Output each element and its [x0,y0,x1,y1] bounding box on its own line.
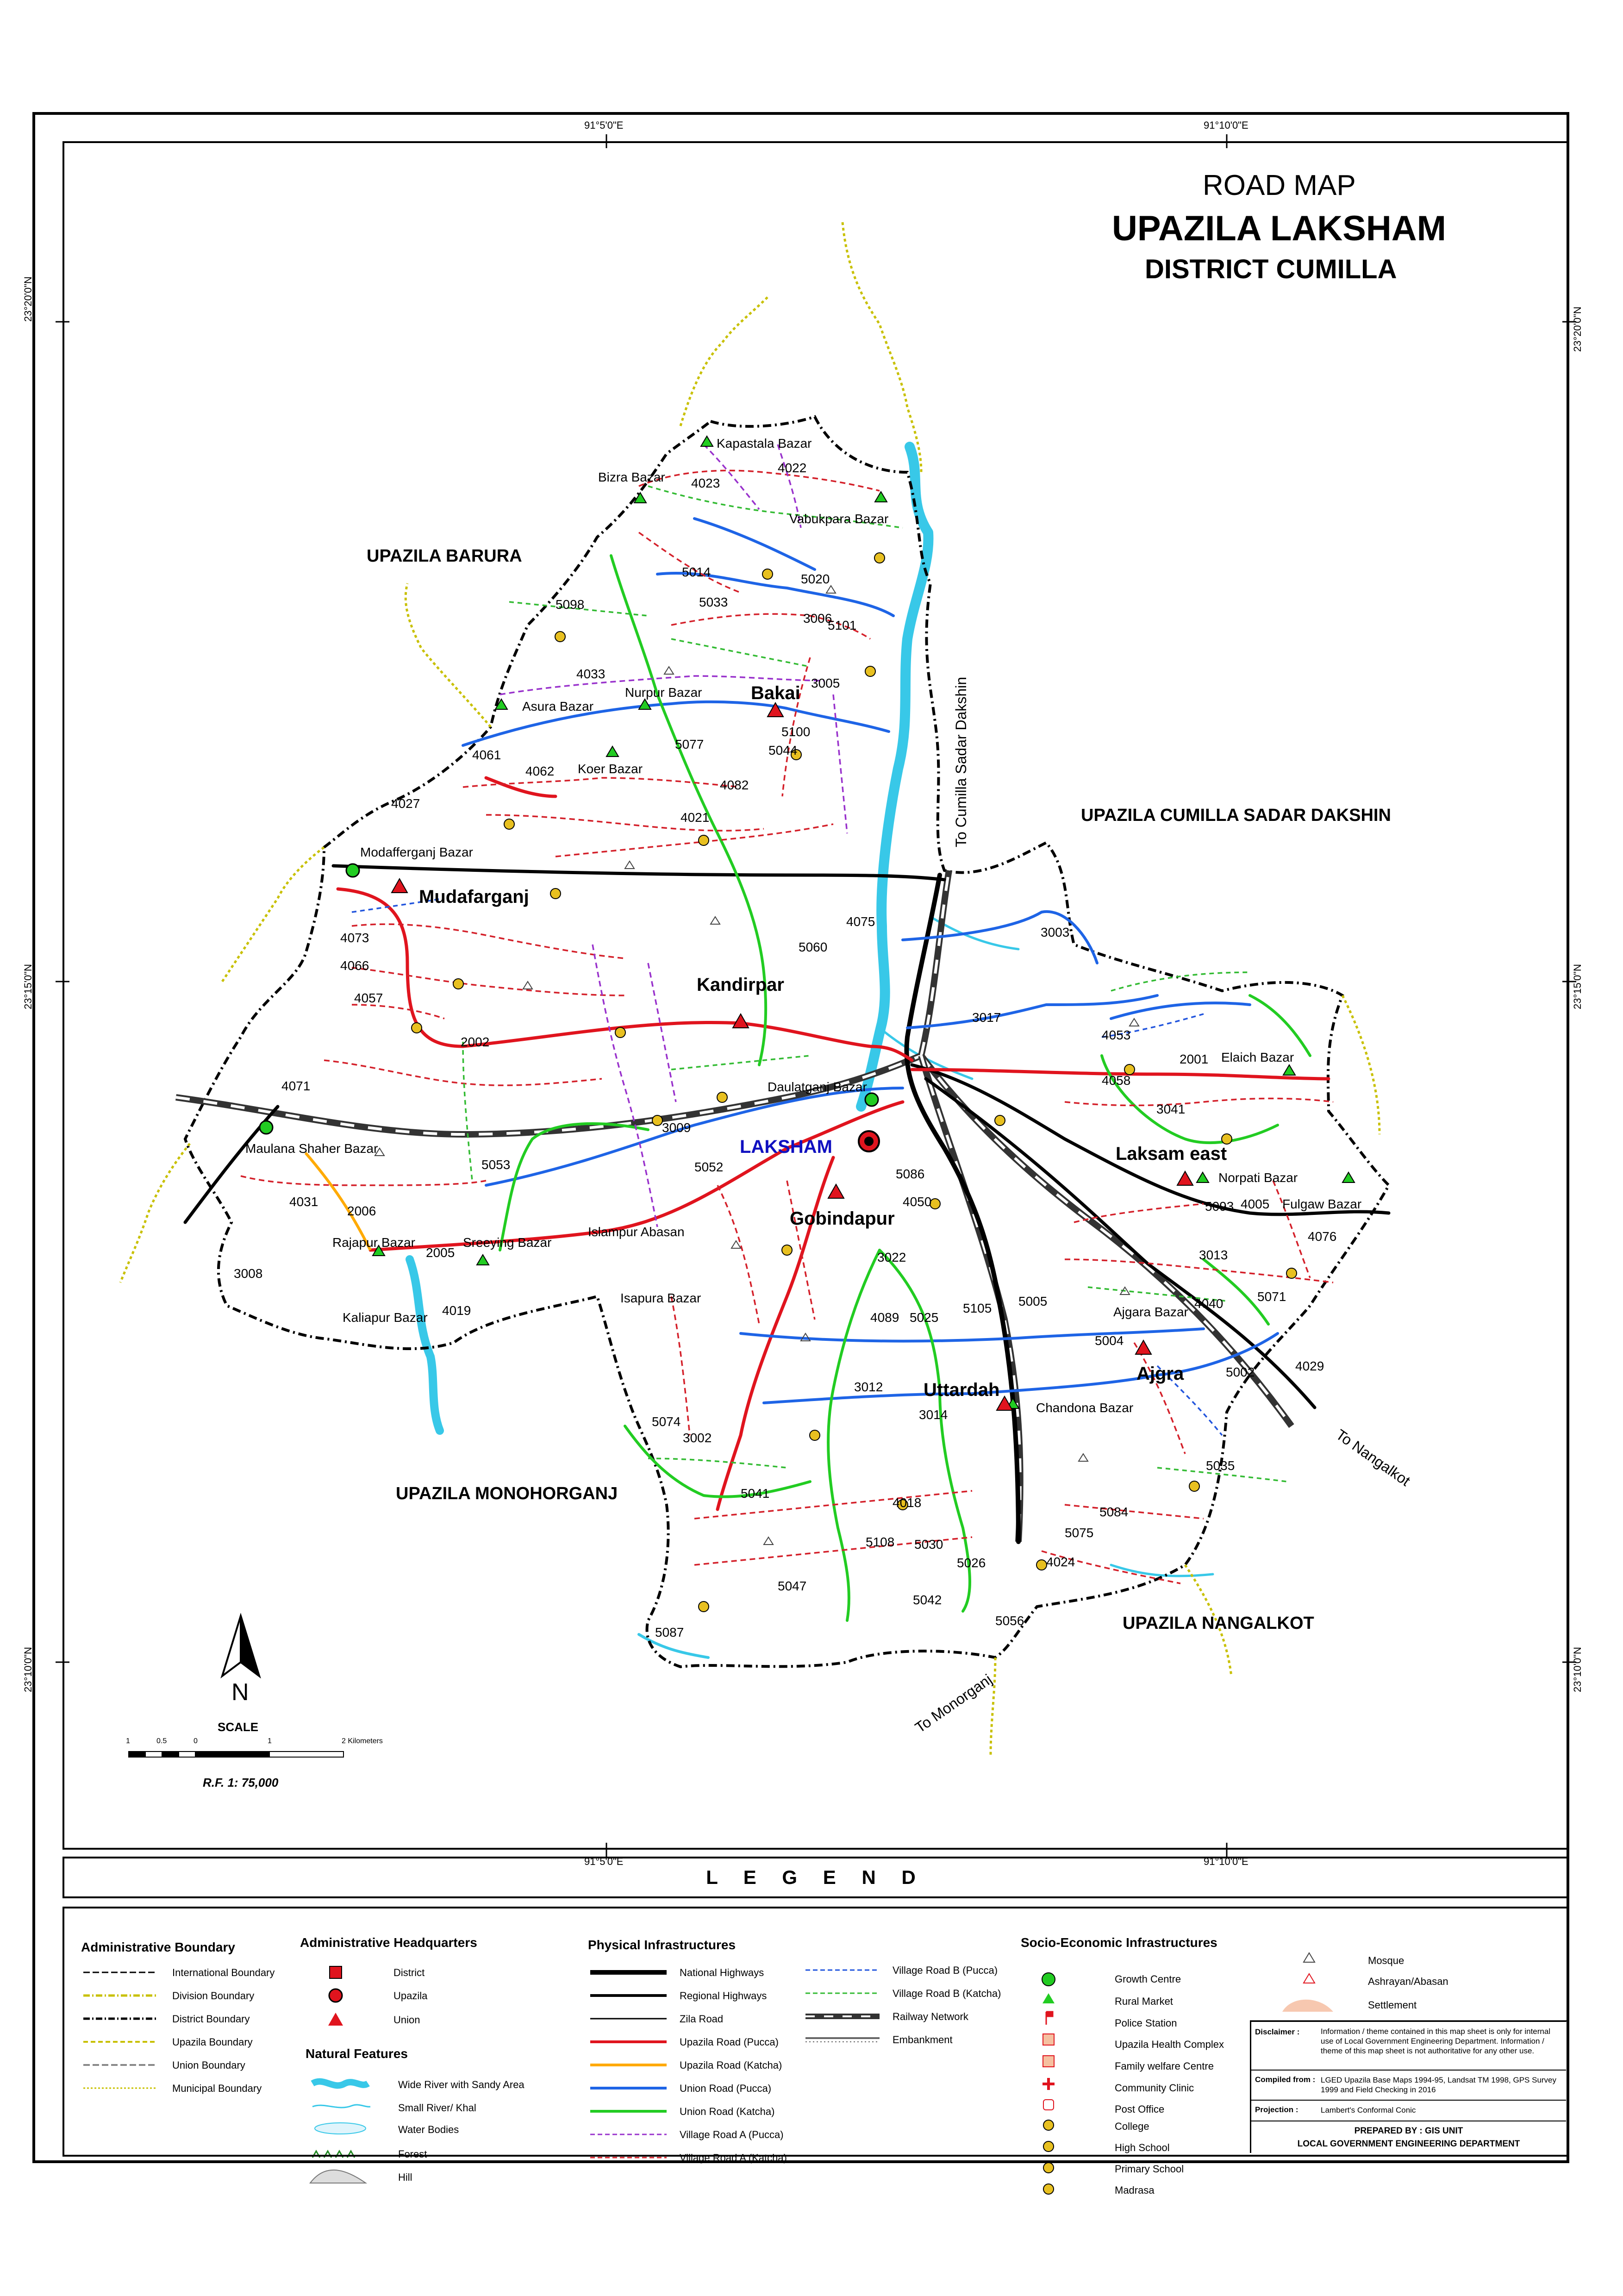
legend-item: Small River/ Khal [398,2102,476,2114]
road-code: 5093 [1205,1199,1234,1214]
road-code: 5101 [828,618,857,632]
road-code: 2002 [461,1035,490,1049]
legend-item: Zila Road [680,2013,724,2025]
road-code: 5087 [655,1625,684,1639]
road-code: 5056 [995,1614,1024,1628]
road-code: 5004 [1095,1333,1124,1348]
bazar-ajgara: Ajgara Bazar [1113,1305,1188,1319]
north-arrow-label: N [231,1679,249,1706]
disclaimer-label: Disclaimer : [1255,2027,1300,2036]
legend-item: District [393,1967,425,1978]
road-code: 3002 [683,1431,712,1445]
road-code: 5075 [1065,1526,1094,1540]
road-code: 3022 [877,1250,906,1264]
legend-item: Wide River with Sandy Area [398,2079,524,2090]
road-code: 5002 [1226,1365,1255,1379]
lat-label-right-bottom: 23°10'0"N [1572,1647,1583,1692]
road-code: 5053 [481,1157,511,1172]
road-code: 4031 [289,1195,318,1209]
legend-title-bar [62,1857,1569,1898]
union-kandirpar: Kandirpar [697,975,784,995]
legend-item: Growth Centre [1115,1973,1181,1985]
road-code: 5108 [866,1535,895,1549]
road-code: 5105 [963,1301,992,1315]
legend-item: Municipal Boundary [172,2083,262,2094]
scale-title: SCALE [218,1720,259,1734]
road-code: 3009 [662,1120,691,1135]
legend-item: Ashrayan/Abasan [1368,1976,1448,1987]
mosques [375,586,1139,1545]
bazar-elaich: Elaich Bazar [1221,1050,1294,1064]
village-roads-a-katcha [241,470,1333,1583]
road-code: 4040 [1194,1296,1223,1311]
lon-label-bottom-right: 91°10'0"E [1204,1856,1248,1867]
legend-item: Division Boundary [172,1990,255,2002]
road-code: 4058 [1102,1073,1131,1088]
legend-item: Upazila Road (Katcha) [680,2059,782,2071]
scale-tick-half: 0.5 [156,1737,167,1745]
direction-to-monorganj: To Monorganj [912,1670,995,1736]
prepared-by: PREPARED BY : GIS UNIT [1354,2126,1463,2136]
legend-item: International Boundary [172,1967,275,1978]
bazar-daulatganj: Daulatganj Bazar [768,1080,867,1094]
rivers [410,447,1213,1658]
road-code: 4071 [281,1079,311,1093]
neighbour-barura: UPAZILA BARURA [367,546,522,566]
legend-item: Village Road A (Pucca) [680,2129,784,2140]
legend-item: Rural Market [1115,1996,1173,2007]
union-hq-marker [392,879,407,893]
road-code: 5042 [913,1593,942,1607]
map-title-line2: UPAZILA LAKSHAM [1112,209,1446,248]
rural-market-marker [606,746,618,757]
union-hq-marker [1136,1340,1151,1354]
road-code: 5071 [1257,1289,1286,1304]
growth-centre-marker [865,1093,878,1106]
legend-heading-socio: Socio-Economic Infrastructures [1021,1935,1217,1950]
union-hq-marker [828,1184,844,1198]
legend-item: Upazila Road (Pucca) [680,2036,779,2048]
upazila-hq-label: LAKSHAM [740,1137,832,1157]
lat-label-left-bottom: 23°10'0"N [22,1647,34,1692]
rural-market-marker [477,1255,489,1265]
north-arrow-icon [222,1616,259,1676]
growth-centre-marker [260,1121,273,1134]
road-code: 4027 [391,796,420,811]
union-gobindapur: Gobindapur [790,1208,895,1229]
legend-item: Settlement [1368,1999,1417,2011]
legend-item: Embankment [893,2034,953,2046]
prepared-row [1251,2121,1566,2154]
road-code: 5052 [694,1160,724,1174]
legend-item: Union Road (Katcha) [680,2106,775,2117]
road-code: 4033 [576,667,606,681]
khal-3 [1111,1565,1213,1576]
legend-item: High School [1115,2142,1170,2153]
river-west [410,1259,440,1431]
road-code: 3013 [1199,1248,1228,1262]
rural-market-marker [875,492,887,502]
legend-item: Community Clinic [1115,2082,1194,2094]
road-code: 5086 [896,1167,925,1181]
scale-tick-right-1: 1 [268,1737,272,1745]
legend-item: Upazila Health Complex [1115,2039,1224,2050]
lat-label-right-top: 23°20'0"N [1572,307,1583,352]
road-code: 3017 [972,1010,1001,1025]
legend-item: Mosque [1368,1955,1405,1966]
road-code: 5060 [799,940,828,954]
legend-item: Union Boundary [172,2059,245,2071]
projection-text: Lambert's Conformal Conic [1321,2106,1416,2115]
road-code: 5084 [1099,1505,1129,1519]
bazar-isapura: Isapura Bazar [620,1291,701,1305]
union-hq-marker [1177,1171,1193,1185]
rural-market-marker [1283,1065,1295,1075]
legend-item: Forest [398,2148,427,2160]
upazila-boundary [185,417,1389,1667]
union-hq-marker [733,1014,749,1028]
neighbour-nangalkot: UPAZILA NANGALKOT [1123,1614,1314,1633]
lat-label-right-mid: 23°15'0"N [1572,964,1583,1009]
compiled-text: LGED Upazila Base Maps 1994-95, Landsat TM 1998, GPS Survey 1999 and Field Checking in 2016 [1321,2076,1557,2094]
road-code: 5098 [556,597,585,612]
road-code: 4019 [442,1303,471,1318]
legend-item: Village Road B (Katcha) [893,1988,1001,1999]
bazar-kaliapur: Kaliapur Bazar [343,1310,428,1325]
legend-heading-physical: Physical Infrastructures [588,1938,736,1952]
road-code: 5044 [768,743,798,757]
road-code: 2001 [1180,1052,1209,1066]
bazar-vabukpara: Vabukpara Bazar [789,512,889,526]
legend-item: Railway Network [893,2011,968,2022]
bazar-fulgaw: Fulgaw Bazar [1282,1197,1362,1211]
road-code: 4075 [846,914,875,929]
disclaimer-panel [1250,2021,1566,2153]
road-code: 4023 [691,476,720,490]
bazar-sreeying: Sreeying Bazar [463,1235,552,1250]
rural-market-marker [1197,1172,1209,1182]
road-code: 4053 [1102,1028,1131,1042]
road-code: 4022 [778,461,807,475]
legend-item: Water Bodies [398,2124,459,2135]
road-code: 4024 [1046,1555,1075,1569]
rural-market-marker [1342,1172,1355,1182]
road-code: 4050 [903,1195,932,1209]
scale-tick-2km: 2 Kilometers [342,1737,383,1745]
road-code: 4021 [680,810,710,825]
scale-tick-0: 0 [194,1737,198,1745]
direction-to-nangalkot: To Nangalkot [1333,1426,1414,1489]
road-code: 4018 [893,1495,922,1510]
road-code: 4073 [340,931,369,945]
growth-centre-marker [346,864,359,877]
road-code: 3008 [234,1266,263,1281]
union-ajgra: Ajgra [1136,1364,1184,1384]
union-headquarters [392,703,1193,1410]
road-code: 3041 [1156,1102,1186,1116]
road-code: 3003 [1041,925,1070,939]
bazar-koer: Koer Bazar [578,762,643,776]
legend-item: Upazila [393,1990,428,2002]
road-code: 5077 [675,737,704,751]
road-code: 5020 [801,572,830,586]
legend-heading-natural: Natural Features [306,2046,408,2061]
map-title-line3: DISTRICT CUMILLA [1145,254,1397,284]
road-code: 3012 [854,1380,883,1394]
lon-label-top-left: 91°5'0"E [584,119,624,131]
road-code: 5100 [781,725,811,739]
road-code: 4057 [354,991,383,1005]
road-code: 5033 [699,595,728,609]
bazar-norpati: Norpati Bazar [1218,1170,1298,1185]
river-dakatia [861,447,928,1107]
rural-market-marker [701,436,713,446]
legend-item: Post Office [1115,2103,1165,2115]
road-code: 4061 [472,748,501,762]
legend-item: District Boundary [172,2013,250,2025]
road-code: 3005 [811,676,840,690]
bazar-rajapur: Rajapur Bazar [332,1235,415,1250]
compiled-label: Compiled from : [1255,2075,1316,2084]
legend-item: Upazila Boundary [172,2036,253,2048]
road-code: 5041 [741,1486,770,1501]
road-code: 4066 [340,958,369,973]
projection-label: Projection : [1255,2105,1298,2114]
scale-bar [129,1752,343,1757]
road-code: 4005 [1241,1197,1270,1211]
legend-item: College [1115,2121,1149,2132]
union-bakai: Bakai [751,683,800,703]
road-code: 2005 [426,1245,455,1260]
legend-title: L E G E N D [706,1866,926,1888]
compiled-row [1251,2070,1566,2101]
road-code: 5014 [682,565,711,579]
road-code: 4089 [870,1310,899,1325]
legend-item: Union [393,2014,420,2026]
union-uttardah: Uttardah [924,1380,1000,1400]
road-code: 3006 [803,611,832,626]
legend-item: Village Road B (Pucca) [893,1964,998,1976]
disclaimer-row [1251,2021,1566,2071]
upazila-hq-marker [859,1131,879,1151]
bazar-modafferganj: Modafferganj Bazar [360,845,473,859]
department-name: LOCAL GOVERNMENT ENGINEERING DEPARTMENT [1297,2139,1520,2149]
road-code: 5026 [957,1556,986,1570]
road-code: 4082 [720,778,749,792]
union-laksam-east: Laksam east [1116,1144,1227,1164]
legend-item: Union Road (Pucca) [680,2083,772,2094]
legend-item: Madrasa [1115,2184,1155,2196]
lon-label-bottom-left: 91°5'0"E [584,1856,624,1867]
road-code: 5047 [778,1579,807,1593]
legend-item: Village Road A (Katcha) [680,2152,787,2164]
bazar-bizra: Bizra Bazar [598,470,665,484]
road-code: 4029 [1295,1359,1324,1373]
map-title-line1: ROAD MAP [1203,169,1356,201]
legend-heading-admin-hq: Administrative Headquarters [300,1935,477,1950]
legend-item: National Highways [680,1967,764,1978]
legend-item: Regional Highways [680,1990,767,2002]
road-code: 2006 [347,1204,376,1218]
bazar-asura: Asura Bazar [522,699,594,713]
legend-item: Police Station [1115,2017,1177,2029]
legend-item: Primary School [1115,2163,1184,2175]
bazar-chandona: Chandona Bazar [1036,1401,1134,1415]
projection-row [1251,2100,1566,2121]
road-code: 3014 [919,1408,948,1422]
lon-label-top-right: 91°10'0"E [1204,119,1248,131]
road-code: 5074 [652,1414,681,1429]
direction-to-cumilla: To Cumilla Sadar Dakshin [953,676,969,847]
neighbour-monohorganj: UPAZILA MONOHORGANJ [396,1484,618,1503]
bazar-nurpur: Nurpur Bazar [625,685,702,700]
lat-label-left-mid: 23°15'0"N [22,964,34,1009]
union-mudafarganj: Mudafarganj [419,887,529,907]
road-code: 4062 [525,764,555,778]
road-code: 5005 [1018,1294,1048,1308]
representative-fraction: R.F. 1: 75,000 [203,1776,279,1789]
lat-label-left-top: 23°20'0"N [22,276,34,322]
road-code: 5030 [914,1537,943,1552]
road-code: 5025 [910,1310,939,1325]
disclaimer-text: Information / theme contained in this map sheet is only for internal use of Local Government Engineering Department. Information / theme of this map sheet is not authoritative for any other use. [1321,2027,1551,2055]
graticule-ticks [56,134,1576,1857]
bazar-islampur: Islampur Abasan [588,1225,685,1239]
road-code: 5035 [1206,1458,1235,1473]
village-roads-a-pucca [500,444,847,1227]
legend-item: Hill [398,2171,412,2183]
scale-tick-1: 1 [126,1737,130,1745]
neighbour-cumilla: UPAZILA CUMILLA SADAR DAKSHIN [1081,806,1391,825]
legend-heading-admin-boundary: Administrative Boundary [81,1940,235,1954]
bazar-kapastala: Kapastala Bazar [717,436,812,450]
legend-item: Family welfare Centre [1115,2060,1214,2072]
bazar-maulana: Maulana Shaher Bazar [245,1141,378,1156]
road-code: 4076 [1308,1229,1337,1244]
